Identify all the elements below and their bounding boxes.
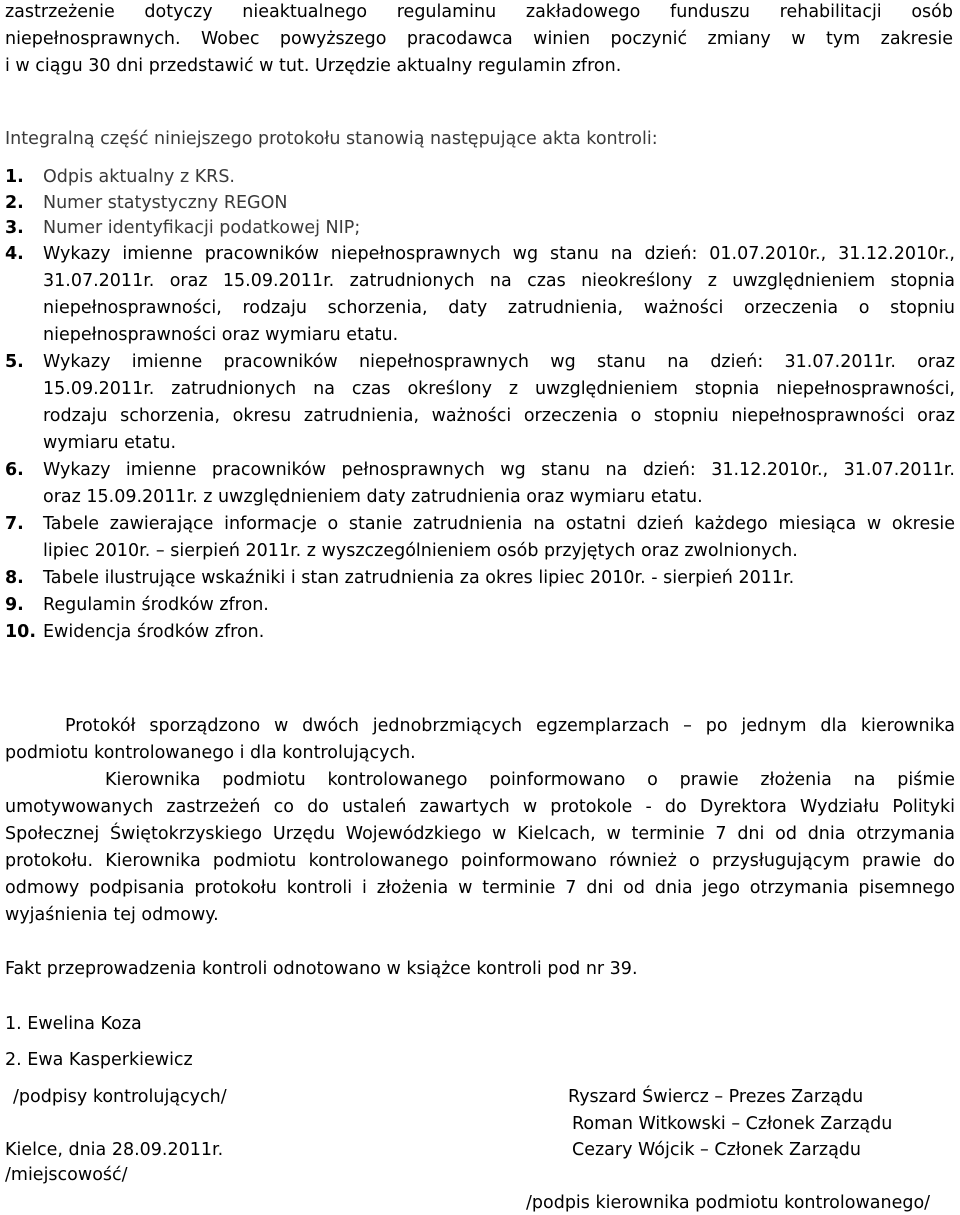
item-number: 10. [5, 622, 37, 642]
closing-line: umotywowanych zastrzeżeń co do ustaleń zawartych w protokole - do Dyrektora Wydziału Polityki [5, 797, 955, 817]
manager-name: Ryszard Świercz – Prezes Zarządu [568, 1087, 864, 1107]
inspector-name: 1. Ewelina Koza [5, 1014, 142, 1034]
inspectors-caption: /podpisy kontrolujących/ [13, 1087, 227, 1107]
closing-line: podmiotu kontrolowanego i dla kontrolujących. [5, 743, 416, 763]
attachment-item-text: wymiaru etatu. [43, 433, 177, 453]
closing-line: Kierownika podmiotu kontrolowanego poinformowano o prawie złożenia na piśmie [105, 770, 955, 790]
intro-line: zastrzeżenie dotyczy nieaktualnego regulaminu zakładowego funduszu rehabilitacji osób [5, 2, 953, 22]
attachment-item-text: Numer identyfikacji podatkowej NIP; [43, 218, 361, 238]
attachment-item-text: rodzaju schorzenia, okresu zatrudnienia, ważności orzeczenia o stopniu niepełnosprawności oraz [43, 406, 955, 426]
attachment-item-text: 31.07.2011r. oraz 15.09.2011r. zatrudnionych na czas nieokreślony z uwzględnieniem stopnia [43, 271, 955, 291]
item-number: 9. [5, 595, 24, 615]
attachment-item-text: Odpis aktualny z KRS. [43, 167, 235, 187]
manager-name: Cezary Wójcik – Członek Zarządu [572, 1140, 862, 1160]
record-note: Fakt przeprowadzenia kontroli odnotowano w książce kontroli pod nr 39. [5, 959, 638, 979]
item-number: 6. [5, 460, 24, 480]
attachments-heading: Integralną część niniejszego protokołu stanowią następujące akta kontroli: [5, 129, 658, 149]
attachment-item-text: oraz 15.09.2011r. z uwzględnieniem daty zatrudnienia oraz wymiaru etatu. [43, 487, 703, 507]
item-number: 5. [5, 352, 24, 372]
item-number: 7. [5, 514, 24, 534]
attachment-item-text: lipiec 2010r. – sierpień 2011r. z wyszczególnieniem osób przyjętych oraz zwolnionych. [43, 541, 798, 561]
attachment-item-text: Regulamin środków zfron. [43, 595, 269, 615]
attachment-item-text: niepełnosprawności, rodzaju schorzenia, daty zatrudnienia, ważności orzeczenia o stopniu [43, 298, 955, 318]
attachment-item-text: Wykazy imienne pracowników niepełnosprawnych wg stanu na dzień: 31.07.2011r. oraz [43, 352, 955, 372]
closing-line: wyjaśnienia tej odmowy. [5, 905, 219, 925]
closing-line: odmowy podpisania protokołu kontroli i złożenia w terminie 7 dni od dnia jego otrzymania pisemnego [5, 878, 955, 898]
attachment-item-text: niepełnosprawności oraz wymiaru etatu. [43, 325, 399, 345]
place-caption: /miejscowość/ [5, 1165, 128, 1185]
place-date: Kielce, dnia 28.09.2011r. [5, 1140, 224, 1160]
manager-name: Roman Witkowski – Członek Zarządu [572, 1114, 893, 1134]
item-number: 4. [5, 244, 24, 264]
manager-caption: /podpis kierownika podmiotu kontrolowanego/ [526, 1193, 931, 1213]
attachment-item-text: Wykazy imienne pracowników niepełnosprawnych wg stanu na dzień: 01.07.2010r., 31.12.2010r., [43, 244, 955, 264]
inspector-name: 2. Ewa Kasperkiewicz [5, 1050, 193, 1070]
item-number: 3. [5, 218, 24, 238]
item-number: 2. [5, 193, 24, 213]
attachment-item-text: Ewidencja środków zfron. [43, 622, 265, 642]
attachment-item-text: Numer statystyczny REGON [43, 193, 288, 213]
closing-line: protokołu. Kierownika podmiotu kontrolowanego poinformowano również o przysługującym prawie do [5, 851, 955, 871]
intro-line: i w ciągu 30 dni przedstawić w tut. Urzędzie aktualny regulamin zfron. [5, 56, 622, 76]
attachment-item-text: Wykazy imienne pracowników pełnosprawnych wg stanu na dzień: 31.12.2010r., 31.07.2011r. [43, 460, 955, 480]
attachment-item-text: 15.09.2011r. zatrudnionych na czas określony z uwzględnieniem stopnia niepełnosprawności, [43, 379, 955, 399]
closing-line: Społecznej Świętokrzyskiego Urzędu Wojewódzkiego w Kielcach, w terminie 7 dni od dnia otrzymania [5, 824, 955, 844]
attachment-item-text: Tabele zawierające informacje o stanie zatrudnienia na ostatni dzień każdego miesiąca w okresie [43, 514, 955, 534]
item-number: 1. [5, 167, 24, 187]
item-number: 8. [5, 568, 24, 588]
closing-line: Protokół sporządzono w dwóch jednobrzmiących egzemplarzach – po jednym dla kierownika [65, 716, 955, 736]
intro-line: niepełnosprawnych. Wobec powyższego pracodawca winien poczynić zmiany w tym zakresie [5, 29, 953, 49]
attachment-item-text: Tabele ilustrujące wskaźniki i stan zatrudnienia za okres lipiec 2010r. - sierpień 2011r. [43, 568, 795, 588]
